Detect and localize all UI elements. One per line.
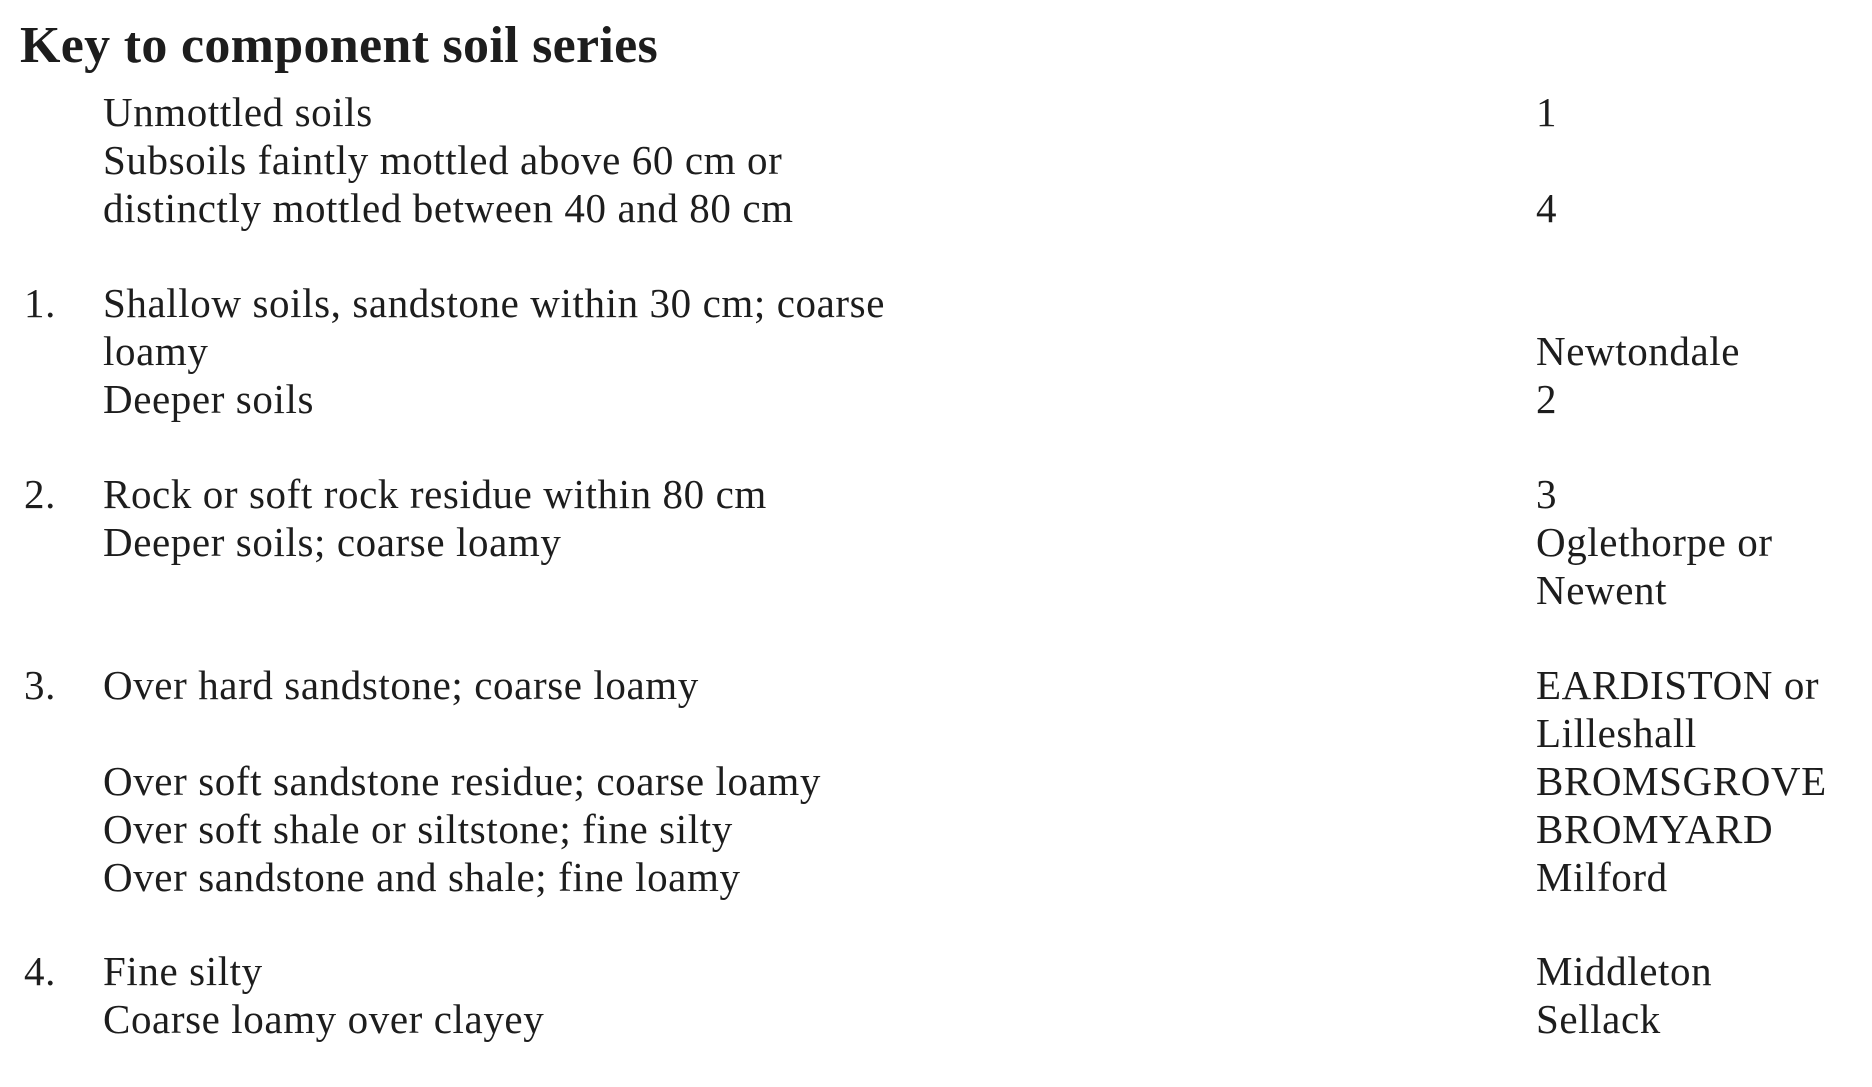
key-result: 4 [1536,185,1558,231]
key-result: Lilleshall [1536,710,1697,756]
key-description: Deeper soils; coarse loamy [103,519,562,565]
key-description: Unmottled soils [103,89,373,135]
key-description: Fine silty [103,948,263,994]
key-description: Over soft shale or siltstone; fine silty [103,806,733,852]
key-result: BROMSGROVE [1536,758,1827,804]
key-result: BROMYARD [1536,806,1774,852]
key-description: Over sandstone and shale; fine loamy [103,854,741,900]
key-result: EARDISTON or [1536,662,1820,708]
key-result: Newent [1536,567,1668,613]
key-result: 1 [1536,89,1558,135]
key-result: Sellack [1536,996,1661,1042]
key-result: Milford [1536,854,1668,900]
key-result: Newtondale [1536,328,1741,374]
key-description: Coarse loamy over clayey [103,996,545,1042]
key-description: Shallow soils, sandstone within 30 cm; coarse [103,280,885,326]
key-description: Over soft sandstone residue; coarse loamy [103,758,821,804]
key-description: distinctly mottled between 40 and 80 cm [103,185,794,231]
key-result: 2 [1536,376,1558,422]
key-result: 3 [1536,471,1558,517]
key-result: Middleton [1536,948,1713,994]
key-description: Deeper soils [103,376,314,422]
key-number: 2. [24,471,56,517]
key-description: loamy [103,328,209,374]
key-description: Over hard sandstone; coarse loamy [103,662,699,708]
key-number: 1. [24,280,56,326]
key-result: Oglethorpe or [1536,519,1773,565]
key-number: 4. [24,948,56,994]
key-description: Subsoils faintly mottled above 60 cm or [103,137,783,183]
key-number: 3. [24,662,56,708]
page-title: Key to component soil series [20,17,659,74]
key-description: Rock or soft rock residue within 80 cm [103,471,767,517]
